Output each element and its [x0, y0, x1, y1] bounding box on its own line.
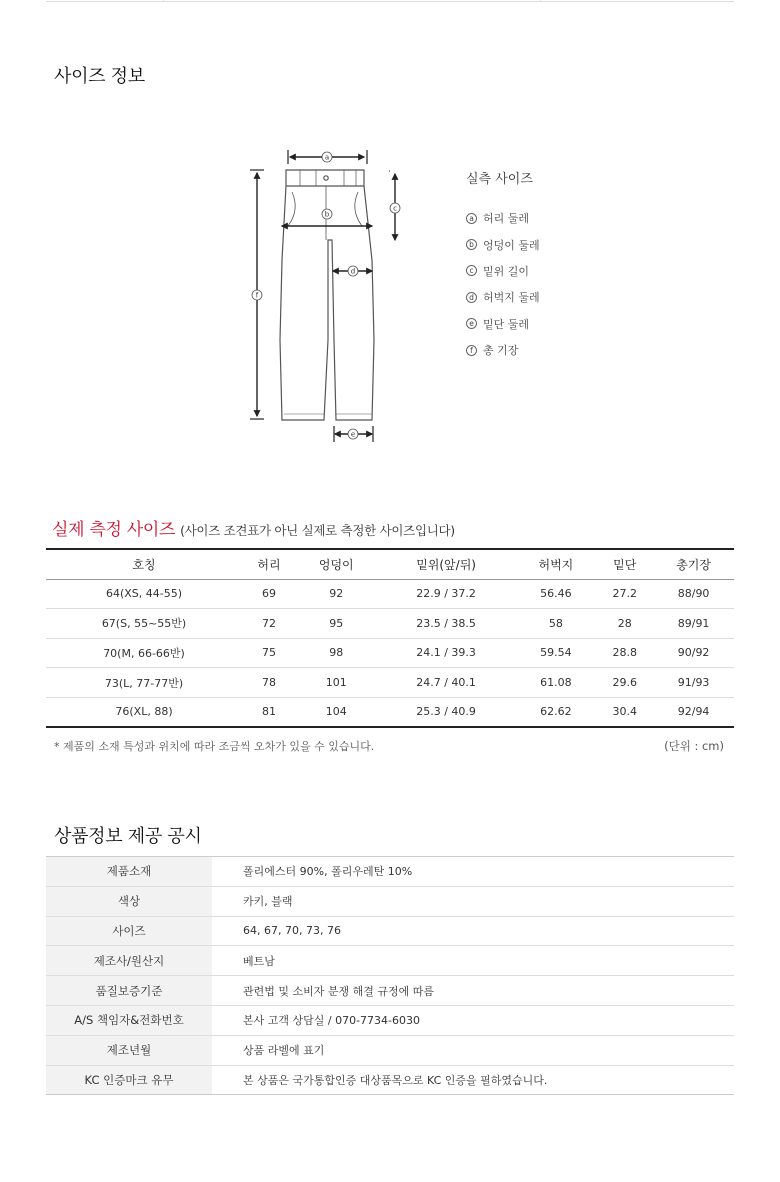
table-cell: 62.62 — [516, 697, 597, 727]
table-cell: 69 — [242, 579, 296, 609]
legend-label: 허벅지 둘레 — [483, 291, 540, 305]
table-header-row — [46, 549, 734, 579]
legend-marker: d — [466, 292, 477, 303]
notice-key: 제품소재 — [46, 857, 212, 887]
measurement-note: * 제품의 소재 특성과 위치에 따라 조금씩 오차가 있을 수 있습니다. — [54, 740, 375, 753]
legend-item — [466, 258, 540, 284]
measured-size-title: 실제 측정 사이즈 — [52, 520, 176, 540]
table-row — [46, 1035, 734, 1065]
notice-value: 관련법 및 소비자 분쟁 해결 규정에 따름 — [212, 976, 734, 1006]
table-cell: 90/92 — [653, 638, 734, 668]
marker-d: d — [350, 267, 356, 276]
measured-size-subtitle: (사이즈 조견표가 아닌 실제로 측정한 사이즈입니다) — [180, 523, 455, 538]
table-cell: 29.6 — [596, 668, 653, 698]
legend-marker: b — [466, 239, 477, 250]
notice-key: 사이즈 — [46, 916, 212, 946]
table-row — [46, 1065, 734, 1095]
column-header: 허리 — [242, 549, 296, 579]
column-header: 총기장 — [653, 549, 734, 579]
legend-label: 엉덩이 둘레 — [483, 238, 540, 252]
notice-key: 제조년월 — [46, 1035, 212, 1065]
column-header: 밑위(앞/뒤) — [377, 549, 516, 579]
table-cell: 73(L, 77-77반) — [46, 668, 242, 698]
table-cell: 22.9 / 37.2 — [377, 579, 516, 609]
table-cell: 23.5 / 38.5 — [377, 609, 516, 639]
notice-value: 본 상품은 국가통합인증 대상품목으로 KC 인증을 필하였습니다. — [212, 1065, 734, 1095]
table-cell: 92/94 — [653, 697, 734, 727]
table-row — [46, 916, 734, 946]
column-header: 엉덩이 — [296, 549, 377, 579]
marker-f: f — [255, 291, 259, 300]
notice-value: 상품 라벨에 표기 — [212, 1035, 734, 1065]
table-cell: 30.4 — [596, 697, 653, 727]
table-cell: 95 — [296, 609, 377, 639]
table-cell: 101 — [296, 668, 377, 698]
table-cell: 91/93 — [653, 668, 734, 698]
notice-value: 본사 고객 상담실 / 070-7734-6030 — [212, 1005, 734, 1035]
legend-item — [466, 205, 540, 231]
table-row — [46, 946, 734, 976]
table-row — [46, 638, 734, 668]
table-row — [46, 1005, 734, 1035]
notice-key: 제조사/원산지 — [46, 946, 212, 976]
table-cell: 81 — [242, 697, 296, 727]
legend-marker: c — [466, 265, 477, 276]
measured-size-heading — [52, 515, 455, 540]
table-cell: 89/91 — [653, 609, 734, 639]
measured-size-table — [46, 548, 734, 728]
table-cell: 92 — [296, 579, 377, 609]
pants-measurement-diagram — [240, 140, 397, 450]
legend-label: 밑위 길이 — [483, 264, 530, 278]
table-cell: 67(S, 55~55반) — [46, 609, 242, 639]
table-cell: 70(M, 66-66반) — [46, 638, 242, 668]
notice-key: 품질보증기준 — [46, 976, 212, 1006]
table-cell: 25.3 / 40.9 — [377, 697, 516, 727]
table-cell: 75 — [242, 638, 296, 668]
marker-a: a — [324, 153, 330, 162]
legend-marker: a — [466, 213, 477, 224]
table-row — [46, 668, 734, 698]
table-row — [46, 886, 734, 916]
table-cell: 104 — [296, 697, 377, 727]
legend-label: 허리 둘레 — [483, 212, 530, 226]
measurement-legend — [466, 168, 540, 363]
table-cell: 28 — [596, 609, 653, 639]
notice-key: KC 인증마크 유무 — [46, 1065, 212, 1095]
legend-item — [466, 311, 540, 337]
product-notice-title: 상품정보 제공 공시 — [54, 826, 202, 847]
marker-e: e — [350, 430, 356, 439]
legend-marker: e — [466, 318, 477, 329]
column-header: 허벅지 — [516, 549, 597, 579]
product-notice-table — [46, 856, 734, 1095]
size-info-title: 사이즈 정보 — [54, 66, 145, 87]
table-cell: 24.1 / 39.3 — [377, 638, 516, 668]
legend-item — [466, 337, 540, 363]
notice-value: 폴리에스터 90%, 폴리우레탄 10% — [212, 857, 734, 887]
column-header: 호칭 — [46, 549, 242, 579]
unit-label: (단위 : cm) — [664, 739, 724, 753]
table-row — [46, 609, 734, 639]
notice-key: A/S 책임자&전화번호 — [46, 1005, 212, 1035]
legend-marker: f — [466, 345, 477, 356]
notice-value: 카키, 블랙 — [212, 886, 734, 916]
legend-label: 총 기장 — [483, 344, 519, 358]
legend-item — [466, 284, 540, 310]
table-row — [46, 697, 734, 727]
table-cell: 58 — [516, 609, 597, 639]
legend-item — [466, 231, 540, 257]
notice-key: 색상 — [46, 886, 212, 916]
marker-b: b — [324, 210, 330, 219]
notice-value: 64, 67, 70, 73, 76 — [212, 916, 734, 946]
column-header: 밑단 — [596, 549, 653, 579]
table-cell: 59.54 — [516, 638, 597, 668]
table-row — [46, 857, 734, 887]
table-cell: 76(XL, 88) — [46, 697, 242, 727]
top-divider — [46, 0, 734, 2]
legend-title: 실측 사이즈 — [466, 172, 533, 187]
table-cell: 64(XS, 44-55) — [46, 579, 242, 609]
marker-c: c — [393, 204, 397, 213]
table-cell: 78 — [242, 668, 296, 698]
table-cell: 24.7 / 40.1 — [377, 668, 516, 698]
table-cell: 61.08 — [516, 668, 597, 698]
table-cell: 98 — [296, 638, 377, 668]
table-row — [46, 976, 734, 1006]
table-cell: 72 — [242, 609, 296, 639]
table-cell: 27.2 — [596, 579, 653, 609]
table-cell: 88/90 — [653, 579, 734, 609]
legend-label: 밑단 둘레 — [483, 317, 530, 331]
table-row — [46, 579, 734, 609]
table-cell: 56.46 — [516, 579, 597, 609]
notice-value: 베트남 — [212, 946, 734, 976]
table-cell: 28.8 — [596, 638, 653, 668]
